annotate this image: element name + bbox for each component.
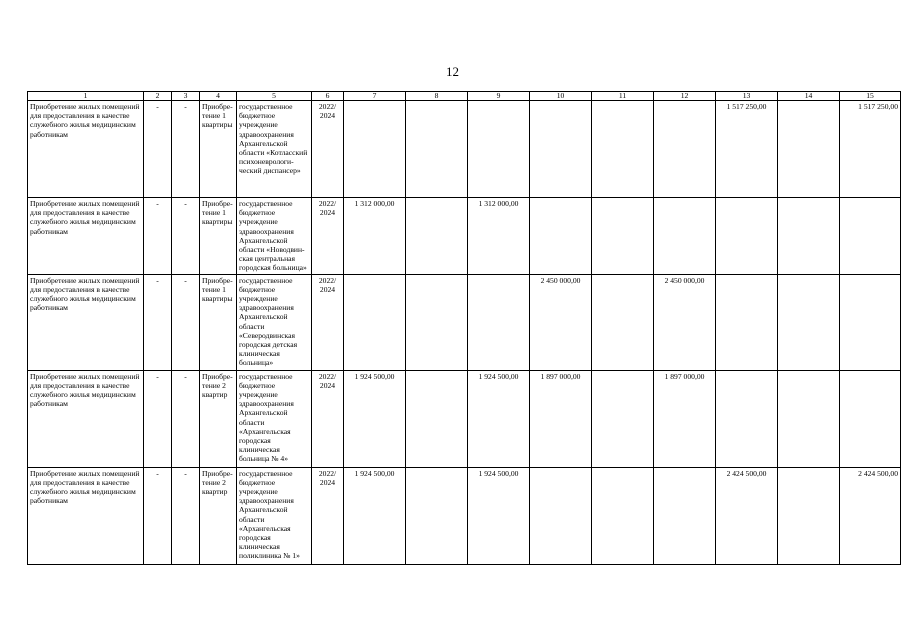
amount-cell [840,370,901,467]
table-row [28,101,901,198]
amount-cell: 1 924 500,00 [468,370,530,467]
amount-cell [716,274,778,370]
amount-cell [530,198,592,275]
table-cell: Приобре-тение 1 квартиры [200,198,237,275]
amount-cell: 2 450 000,00 [530,274,592,370]
table-row [28,370,901,467]
amount-cell [654,101,716,198]
table-cell: - [144,467,172,564]
amount-cell [778,274,840,370]
column-header: 3 [172,92,200,101]
period-cell: 2022/ 2024 [312,198,344,275]
column-header: 9 [468,92,530,101]
amount-cell: 2 424 500,00 [716,467,778,564]
amount-cell [468,101,530,198]
table-cell: - [144,101,172,198]
column-header: 1 [28,92,144,101]
table-row [28,467,901,564]
activity-name-cell: Приобретение жилых помещений для предоставления в качестве служебного жилья медицинским работникам [28,370,144,467]
amount-cell: 1 924 500,00 [344,370,406,467]
institution-cell: государственное бюджетное учреждение здравоохранения Архангельской области «Котласский психоневрологи-ческий диспансер» [237,101,312,198]
amount-cell [778,198,840,275]
amount-cell: 2 450 000,00 [654,274,716,370]
amount-cell [592,101,654,198]
activity-name-cell: Приобретение жилых помещений для предоставления в качестве служебного жилья медицинским работникам [28,467,144,564]
amount-cell [840,274,901,370]
amount-cell: 1 924 500,00 [344,467,406,564]
amount-cell [344,101,406,198]
activity-name-cell: Приобретение жилых помещений для предоставления в качестве служебного жилья медицинским работникам [28,101,144,198]
amount-cell [654,467,716,564]
amount-cell [406,274,468,370]
header-row [28,92,901,101]
amount-cell [530,101,592,198]
amount-cell [716,370,778,467]
table-cell: Приобре-тение 1 квартиры [200,101,237,198]
amount-cell [778,101,840,198]
amount-cell: 1 924 500,00 [468,467,530,564]
page-number: 12 [446,64,459,79]
amount-cell [406,370,468,467]
column-header: 8 [406,92,468,101]
amount-cell [406,101,468,198]
amount-cell [654,198,716,275]
column-header: 6 [312,92,344,101]
column-header: 13 [716,92,778,101]
institution-cell: государственное бюджетное учреждение здравоохранения Архангельской области «Северодвинская городская детская клиническая больница» [237,274,312,370]
table-cell: - [172,101,200,198]
amount-cell [406,467,468,564]
amount-cell: 1 897 000,00 [530,370,592,467]
period-cell: 2022/ 2024 [312,274,344,370]
amount-cell [406,198,468,275]
institution-cell: государственное бюджетное учреждение здравоохранения Архангельской области «Архангельская городская клиническая больница № 4» [237,370,312,467]
activity-name-cell: Приобретение жилых помещений для предоставления в качестве служебного жилья медицинским работникам [28,198,144,275]
institution-cell: государственное бюджетное учреждение здравоохранения Архангельской области «Архангельская городская клиническая поликлиника № 1» [237,467,312,564]
table-cell: - [172,198,200,275]
period-cell: 2022/ 2024 [312,101,344,198]
amount-cell [530,467,592,564]
column-header: 15 [840,92,901,101]
amount-cell [716,198,778,275]
amount-cell: 2 424 500,00 [840,467,901,564]
period-cell: 2022/ 2024 [312,370,344,467]
table-cell: - [172,274,200,370]
table-cell: Приобре-тение 2 квартир [200,370,237,467]
table-cell: Приобре-тение 2 квартир [200,467,237,564]
column-header: 11 [592,92,654,101]
table-cell: - [144,274,172,370]
amount-cell [778,370,840,467]
amount-cell: 1 312 000,00 [344,198,406,275]
table-row [28,274,901,370]
amount-cell [344,274,406,370]
table-cell: - [144,370,172,467]
column-header: 10 [530,92,592,101]
amount-cell [840,198,901,275]
column-header: 12 [654,92,716,101]
amount-cell [592,370,654,467]
period-cell: 2022/ 2024 [312,467,344,564]
amount-cell [778,467,840,564]
budget-table [27,91,901,565]
column-header: 14 [778,92,840,101]
amount-cell: 1 312 000,00 [468,198,530,275]
institution-cell: государственное бюджетное учреждение здравоохранения Архангельской области «Новодвин-ская центральная городская больница» [237,198,312,275]
table-cell: - [144,198,172,275]
amount-cell [592,274,654,370]
amount-cell: 1 517 250,00 [840,101,901,198]
activity-name-cell: Приобретение жилых помещений для предоставления в качестве служебного жилья медицинским работникам [28,274,144,370]
table-row [28,198,901,275]
column-header: 7 [344,92,406,101]
column-header: 5 [237,92,312,101]
amount-cell [468,274,530,370]
table-cell: - [172,370,200,467]
table-cell: Приобре-тение 1 квартиры [200,274,237,370]
amount-cell: 1 517 250,00 [716,101,778,198]
table-cell: - [172,467,200,564]
column-header: 2 [144,92,172,101]
column-header: 4 [200,92,237,101]
amount-cell: 1 897 000,00 [654,370,716,467]
amount-cell [592,467,654,564]
amount-cell [592,198,654,275]
